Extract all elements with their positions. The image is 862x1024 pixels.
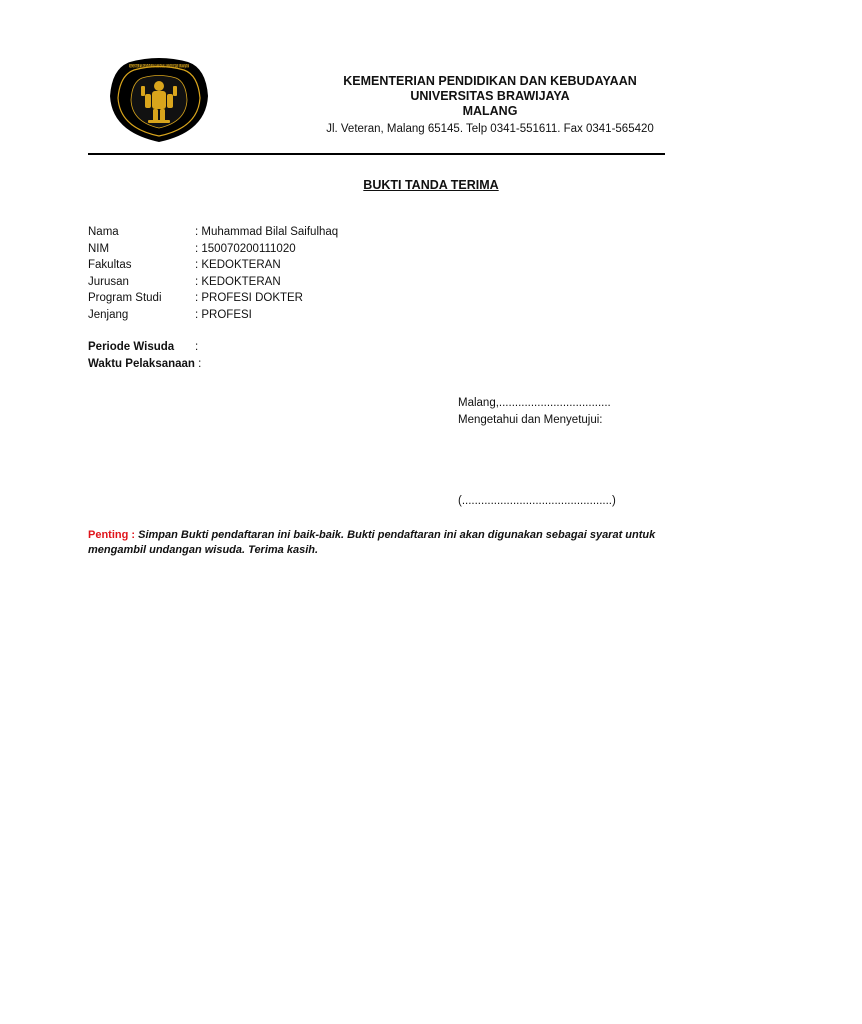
field-row bbox=[88, 241, 338, 258]
field-value: : Muhammad Bilal Saifulhaq bbox=[195, 226, 339, 238]
field-value: : KEDOKTERAN bbox=[195, 259, 281, 271]
document-title: BUKTI TANDA TERIMA bbox=[363, 178, 499, 192]
signature-name-line: (...............................................) bbox=[458, 495, 616, 507]
field-value: : KEDOKTERAN bbox=[195, 275, 281, 288]
field-row bbox=[88, 274, 338, 291]
schedule-row bbox=[88, 356, 201, 373]
schedule-row bbox=[88, 339, 201, 356]
field-value: : PROFESI DOKTER bbox=[195, 292, 303, 304]
field-row bbox=[88, 257, 338, 274]
field-value: : 150070200111020 bbox=[195, 242, 296, 255]
university-logo bbox=[108, 56, 210, 144]
field-label: Jurusan bbox=[88, 275, 129, 288]
letterhead bbox=[220, 74, 760, 137]
place-date: Malang,................................... bbox=[458, 397, 611, 409]
field-label: Program Studi bbox=[88, 292, 162, 304]
university-name: UNIVERSITAS BRAWIJAYA bbox=[410, 89, 570, 103]
ministry-name: KEMENTERIAN PENDIDIKAN DAN KEBUDAYAAN bbox=[343, 74, 637, 88]
important-label: Penting : bbox=[88, 529, 136, 541]
field-label: Nama bbox=[88, 226, 119, 238]
field-row bbox=[88, 307, 338, 324]
schedule-value: : bbox=[198, 357, 202, 370]
field-label: Jenjang bbox=[88, 308, 129, 321]
schedule-label: Waktu Pelaksanaan bbox=[88, 357, 195, 370]
schedule-label: Periode Wisuda bbox=[88, 341, 175, 353]
field-label: NIM bbox=[88, 242, 110, 255]
signature-block bbox=[458, 395, 611, 429]
important-text: Simpan Bukti pendaftaran ini baik-baik. Bukti pendaftaran ini akan digunakan sebagai syarat untuk mengambil undangan wisuda. Terima kasih. bbox=[88, 529, 656, 556]
address: Jl. Veteran, Malang 65145. Telp 0341-551611. Fax 0341-565420 bbox=[326, 123, 654, 135]
field-row bbox=[88, 224, 338, 241]
city-name: MALANG bbox=[462, 104, 518, 118]
schedule-value: : bbox=[195, 341, 199, 353]
approval-text: Mengetahui dan Menyetujui: bbox=[458, 414, 603, 426]
field-value: : PROFESI bbox=[195, 308, 252, 321]
logo-ring-text: KEMENTERIAN PENDIDIKAN NASIONAL UNIVERSITAS BRAWIJAYA bbox=[129, 63, 190, 69]
important-note bbox=[88, 528, 668, 557]
field-row bbox=[88, 290, 338, 307]
student-details bbox=[88, 224, 338, 323]
field-label: Fakultas bbox=[88, 259, 132, 271]
graduation-schedule bbox=[88, 339, 201, 372]
header-divider bbox=[88, 153, 665, 155]
